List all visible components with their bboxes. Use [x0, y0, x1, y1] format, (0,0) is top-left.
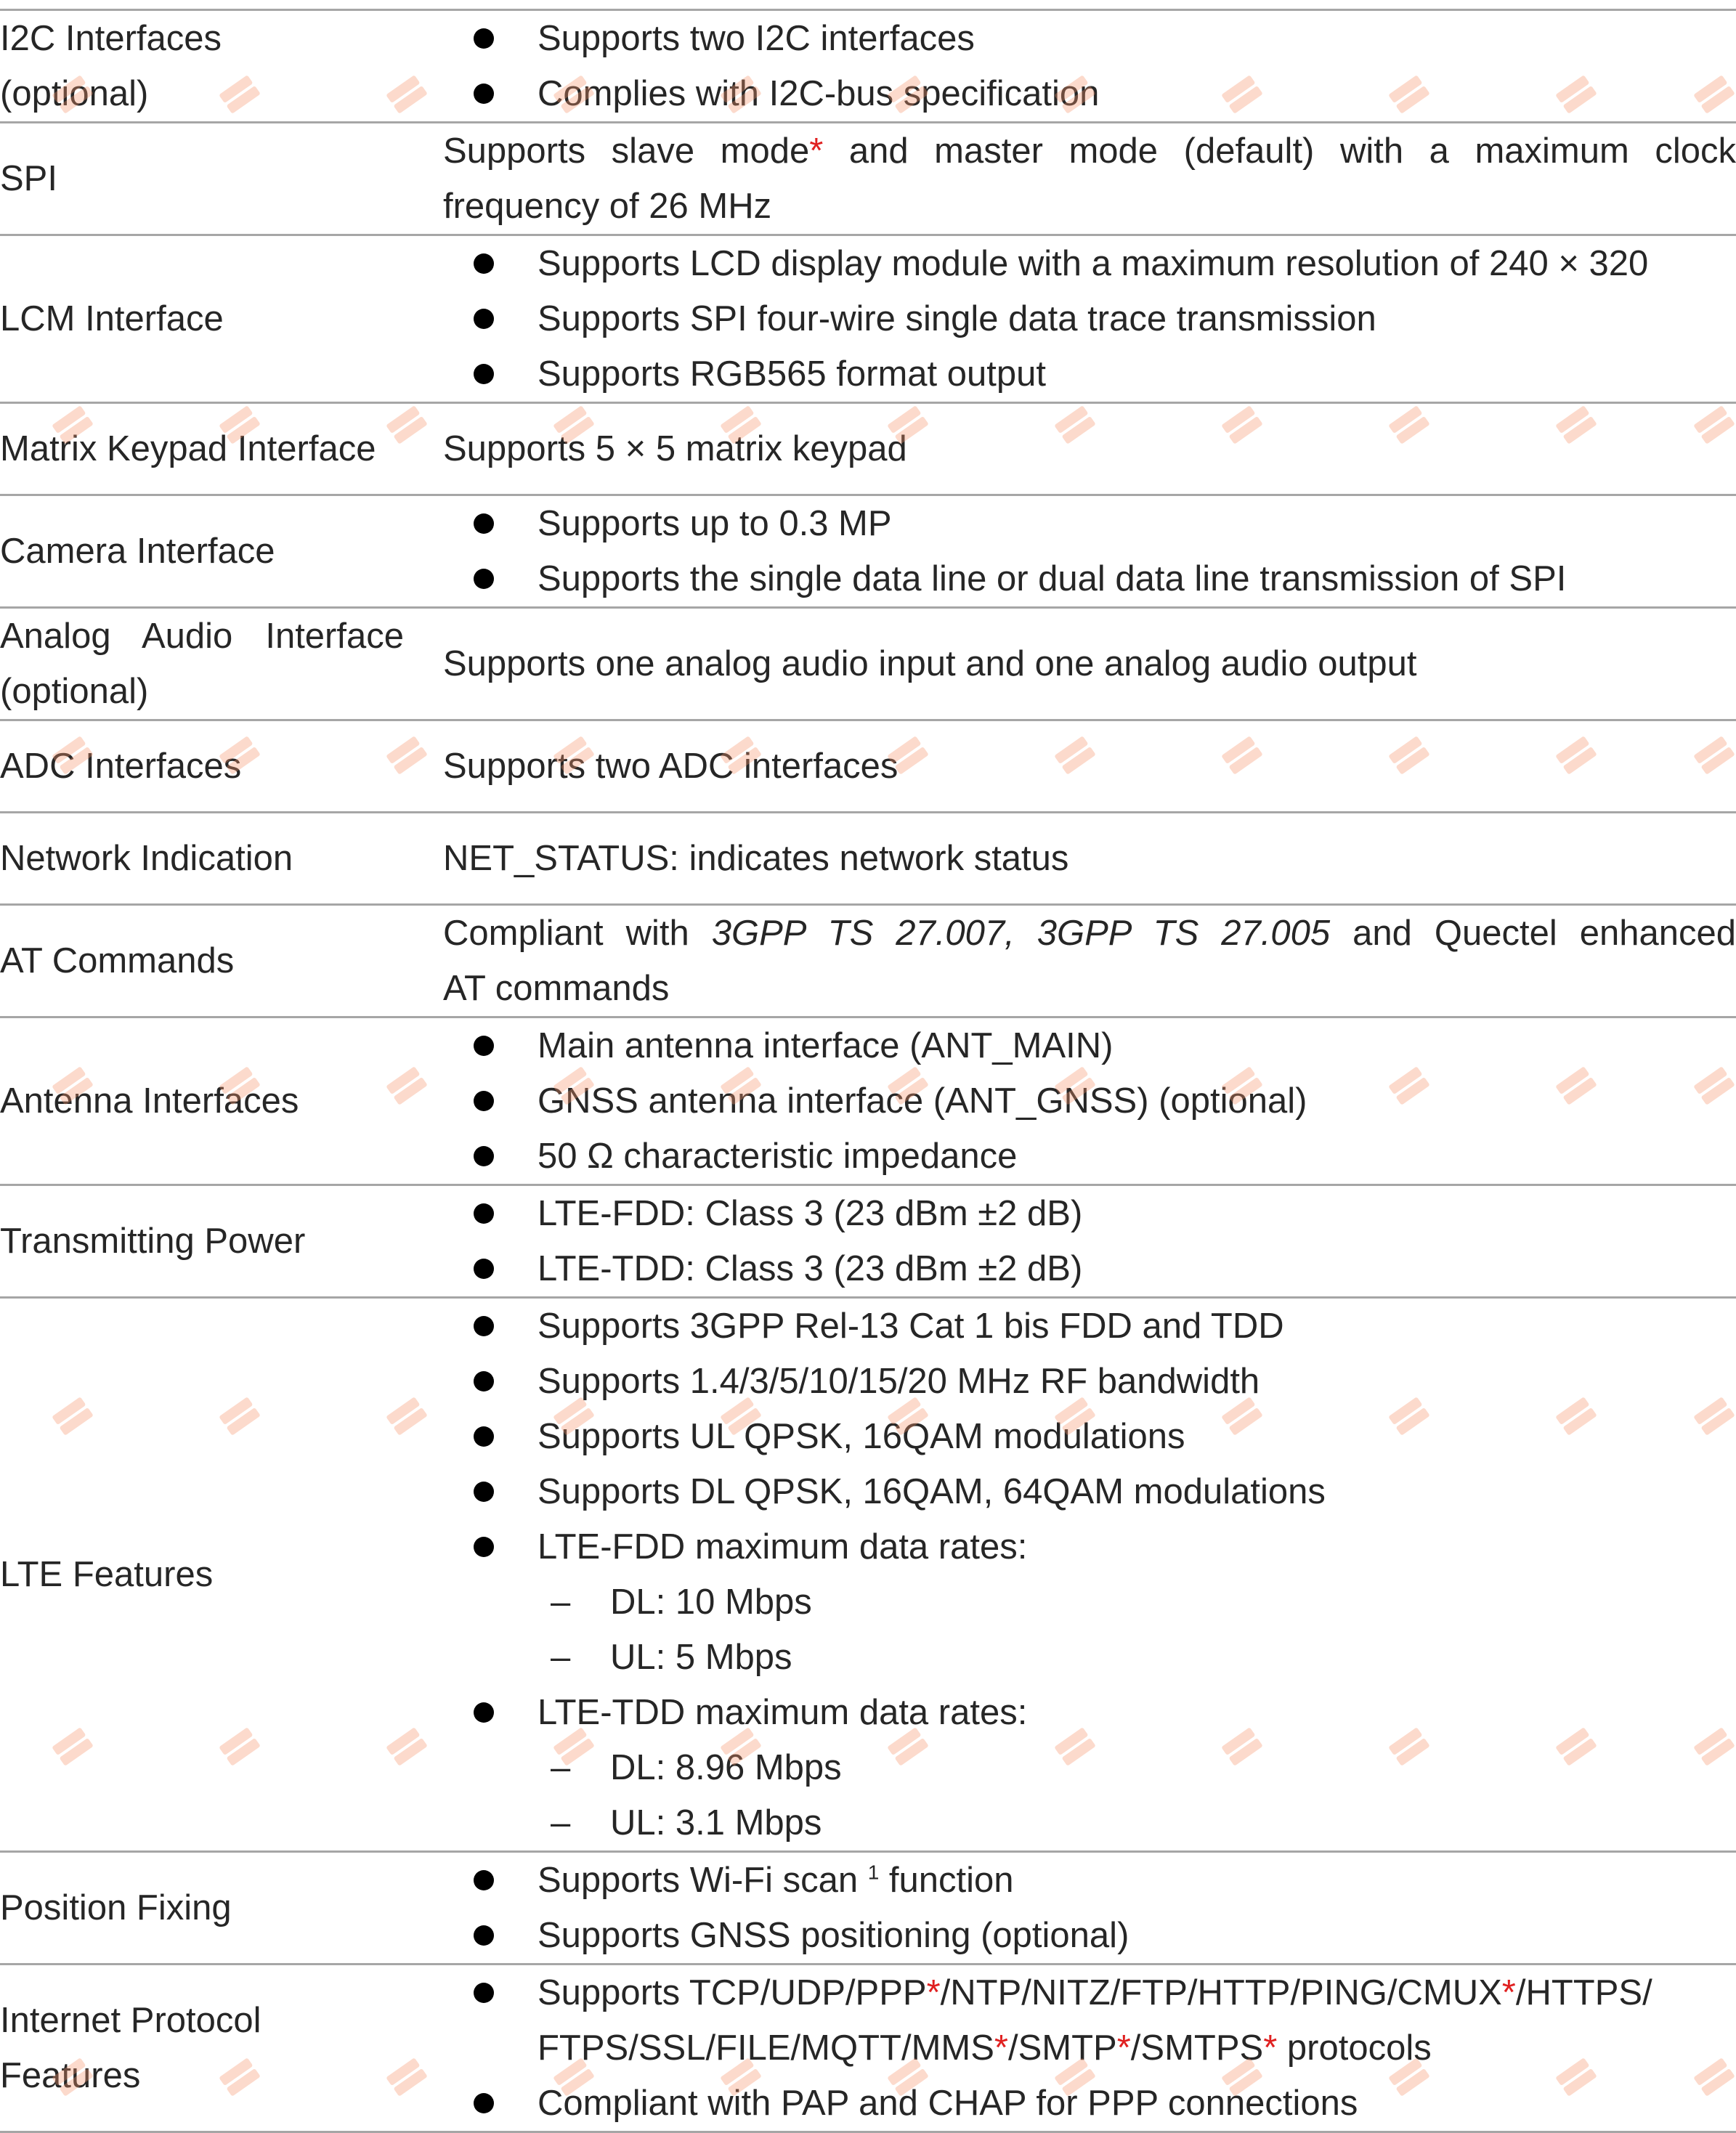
- sub-list-item: – UL: 3.1 Mbps: [538, 1795, 1736, 1850]
- feature-cell: [0, 1017, 443, 1185]
- feature-cell: [0, 1298, 443, 1852]
- list-item: Supports 1.4/3/5/10/15/20 MHz RF bandwidth: [465, 1354, 1736, 1409]
- feature-label: SPI: [0, 159, 57, 198]
- feature-cell: [0, 720, 443, 813]
- list-item: Supports the single data line or dual data line transmission of SPI: [465, 551, 1736, 606]
- description-cell: [443, 1298, 1736, 1852]
- list-item: Supports two I2C interfaces: [465, 11, 1736, 66]
- feature-cell: [0, 123, 443, 235]
- feature-label: Matrix Keypad Interface: [0, 429, 376, 468]
- feature-label: Internet Protocol: [0, 2001, 261, 2040]
- description-cell: [443, 235, 1736, 403]
- list-item: Supports TCP/UDP/PPP*/NTP/NITZ/FTP/HTTP/PING/CMUX*/HTTPS/ FTPS/SSL/FILE/MQTT/MMS*/SMTP*/SMTPS* protocols: [465, 1965, 1736, 2076]
- description-line: AT commands: [443, 969, 670, 1008]
- feature-cell: [0, 403, 443, 495]
- list-item: LTE-TDD maximum data rates: – DL: 8.96 Mbps – UL: 3.1 Mbps: [465, 1685, 1736, 1850]
- list-item: LTE-FDD: Class 3 (23 dBm ±2 dB): [465, 1186, 1736, 1241]
- list-item: Supports DL QPSK, 16QAM, 64QAM modulations: [465, 1464, 1736, 1519]
- description-cell: [443, 1017, 1736, 1185]
- list-item: Compliant with PAP and CHAP for PPP connections: [465, 2076, 1736, 2131]
- table-row: [0, 1185, 1736, 1298]
- table-row: [0, 1852, 1736, 1965]
- description-cell: [443, 905, 1736, 1017]
- feature-cell: [0, 10, 443, 123]
- list-item: Supports RGB565 format output: [465, 346, 1736, 402]
- feature-label: (optional): [0, 74, 149, 113]
- description-cell: [443, 1965, 1736, 2132]
- list-item: LTE-TDD: Class 3 (23 dBm ±2 dB): [465, 1241, 1736, 1296]
- feature-cell: [0, 1185, 443, 1298]
- table-row: [0, 123, 1736, 235]
- description-cell: [443, 10, 1736, 123]
- table-row: [0, 1965, 1736, 2132]
- feature-cell: [0, 813, 443, 905]
- feature-label: LTE Features: [0, 1555, 214, 1594]
- feature-label: Position Fixing: [0, 1888, 232, 1927]
- list-item: LTE-FDD maximum data rates: – DL: 10 Mbps – UL: 5 Mbps: [465, 1519, 1736, 1685]
- list-item: Supports UL QPSK, 16QAM modulations: [465, 1409, 1736, 1464]
- feature-label: ADC Interfaces: [0, 747, 242, 786]
- description-cell: [443, 1852, 1736, 1965]
- list-item: Supports up to 0.3 MP: [465, 496, 1736, 551]
- table-row: [0, 1298, 1736, 1852]
- feature-cell: [0, 905, 443, 1017]
- description-cell: [443, 495, 1736, 608]
- table-row: [0, 720, 1736, 813]
- description-line: frequency of 26 MHz: [443, 187, 772, 226]
- description-cell: [443, 608, 1736, 720]
- feature-label: Camera Interface: [0, 532, 275, 571]
- list-item: Main antenna interface (ANT_MAIN): [465, 1018, 1736, 1073]
- list-item: 50 Ω characteristic impedance: [465, 1129, 1736, 1184]
- table-row: [0, 813, 1736, 905]
- feature-label: Transmitting Power: [0, 1222, 306, 1261]
- feature-label: LCM Interface: [0, 299, 224, 338]
- feature-cell: [0, 608, 443, 720]
- description-cell: [443, 813, 1736, 905]
- sub-list-item: – DL: 10 Mbps: [538, 1575, 1736, 1630]
- description-text: Supports two ADC interfaces: [443, 747, 899, 786]
- asterisk-mark: *: [809, 131, 824, 171]
- list-item: Supports SPI four-wire single data trace transmission: [465, 291, 1736, 346]
- description-cell: [443, 123, 1736, 235]
- table-row: [0, 235, 1736, 403]
- feature-label: Analog Audio Interface: [0, 617, 404, 656]
- description-cell: [443, 403, 1736, 495]
- feature-cell: [0, 1965, 443, 2132]
- list-item: Supports 3GPP Rel-13 Cat 1 bis FDD and TDD: [465, 1299, 1736, 1354]
- sub-list-item: – DL: 8.96 Mbps: [538, 1740, 1736, 1795]
- list-item: Supports Wi-Fi scan $^1$ function: [465, 1853, 1736, 1908]
- list-item: Supports GNSS positioning (optional): [465, 1908, 1736, 1963]
- table-row: [0, 403, 1736, 495]
- table-row: [0, 10, 1736, 123]
- description-cell: [443, 1185, 1736, 1298]
- description-cell: [443, 720, 1736, 813]
- feature-label: I2C Interfaces: [0, 19, 222, 58]
- feature-cell: [0, 495, 443, 608]
- feature-label: Antenna Interfaces: [0, 1081, 299, 1121]
- footnote-mark: 1: [867, 1861, 880, 1884]
- feature-cell: [0, 235, 443, 403]
- description-text: Supports one analog audio input and one analog audio output: [443, 644, 1417, 683]
- spec-table: [0, 9, 1736, 2133]
- spec-reference: 3GPP TS 27.007, 3GPP TS 27.005: [711, 914, 1331, 953]
- table-row: [0, 495, 1736, 608]
- list-item: Supports LCD display module with a maximum resolution of 240 × 320: [465, 236, 1736, 291]
- feature-label: (optional): [0, 672, 149, 711]
- feature-label: AT Commands: [0, 941, 235, 980]
- sub-list-item: – UL: 5 Mbps: [538, 1630, 1736, 1685]
- description-line: Compliant with 3GPP TS 27.007, 3GPP TS 27.005 and Quectel enhanced: [443, 914, 1736, 953]
- description-text: NET_STATUS: indicates network status: [443, 839, 1069, 878]
- table-row: [0, 905, 1736, 1017]
- table-row: [0, 1017, 1736, 1185]
- feature-label: Features: [0, 2056, 141, 2095]
- description-text: Supports 5 × 5 matrix keypad: [443, 429, 907, 468]
- description-line: Supports slave mode* and master mode (default) with a maximum clock: [443, 131, 1736, 171]
- table-row: [0, 608, 1736, 720]
- list-item: GNSS antenna interface (ANT_GNSS) (optional): [465, 1073, 1736, 1129]
- feature-cell: [0, 1852, 443, 1965]
- list-item: Complies with I2C-bus specification: [465, 66, 1736, 121]
- feature-label: Network Indication: [0, 839, 293, 878]
